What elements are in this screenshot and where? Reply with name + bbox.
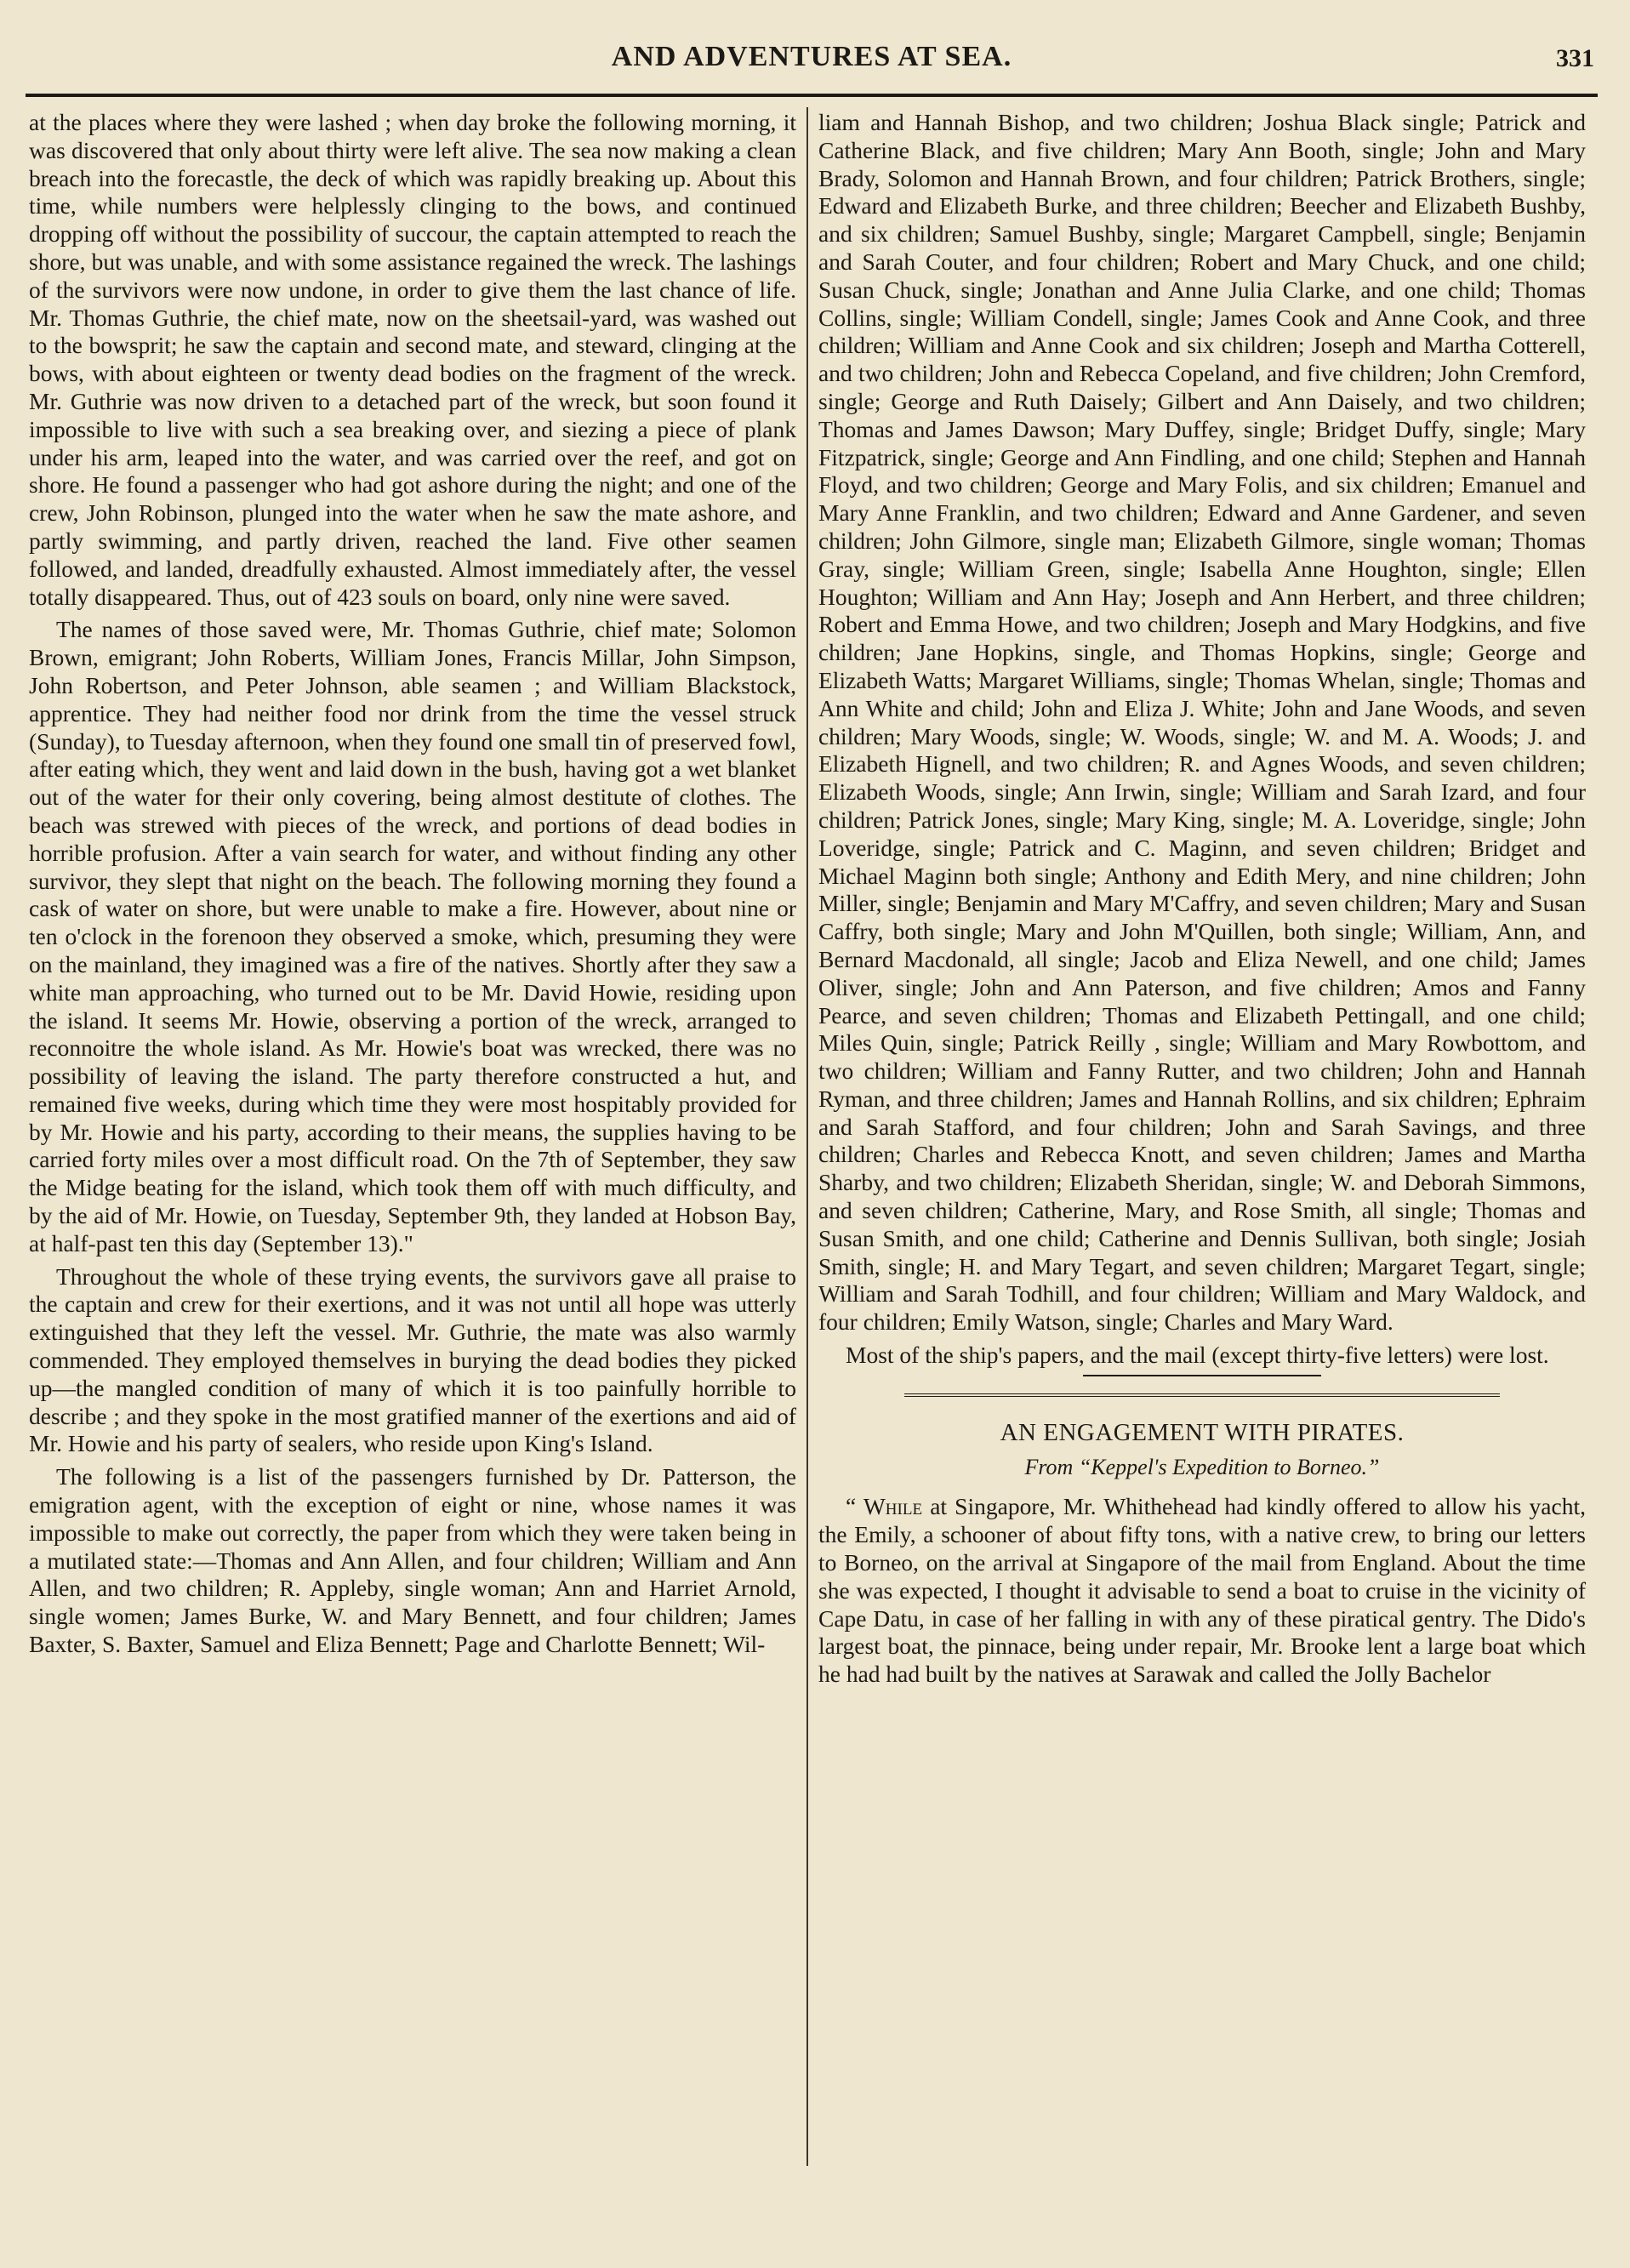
paragraph: Most of the ship's papers, and the mail (except thirty-five letters) were lost. xyxy=(846,1342,1549,1369)
section-title: AN ENGAGEMENT WITH PIRATES. xyxy=(1000,1418,1405,1446)
section-divider-short xyxy=(1083,1375,1321,1376)
running-title: AND ADVENTURES AT SEA. xyxy=(611,41,1012,72)
paragraph: liam and Hannah Bishop, and two children; Joshua Black single; Patrick and Catherine Black, and five children; Mary Ann Booth, single; John and Mary Brady, Solomon and Hannah Brown, and four children; Patrick Brothers, single; Edward and Elizabeth Burke, and three children; Beecher and Elizabeth Bushby, and six children; Samuel Bushby, single; Margaret Campbell, single; Benjamin and Sarah Couter, and four children; Robert and Mary Chuck, and one child; Susan Chuck, single; Jonathan and Anne Julia Clarke, and one child; Thomas Collins, single; William Condell, single; James Cook and Anne Cook, and three children; William and Anne Cook and six children; Joseph and Martha Cotterell, and two children; John and Rebecca Copeland, and five children; John Cremford, single; George and Ruth Daisely; Gilbert and Ann Daisely, and two children; Thomas and James Dawson; Mary Duffey, single; Bridget Duffy, single; Mary Fitzpatrick, single; George and Ann Findling, and one child; Stephen and Hannah Floyd, and two children; George and Mary Folis, and six children; Emanuel and Mary Anne Franklin, and two children; Edward and Anne Gardener, and seven children; John Gilmore, single man; Elizabeth Gilmore, single woman; Thomas Gray, single; William Green, single; Isabella Anne Houghton, single; Ellen Houghton; William and Ann Hay; Joseph and Ann Herbert, and three children; Robert and Emma Howe, and two children; Joseph and Mary Hodgkins, and five children; Jane Hopkins, single, and Thomas Hopkins, single; George and Elizabeth Watts; Margaret Williams, single; Thomas Whelan, single; Thomas and Ann White and child; John and Eliza J. White; John and Jane Woods, and seven children; Mary Woods, single; W. Woods, single; W. and M. A. Woods; J. and Elizabeth Hignell, and two children; R. and Agnes Woods, and seven children; Elizabeth Woods, single; Ann Irwin, single; William and Sarah Izard, and four children; Patrick Jones, single; Mary King, single; M. A. Loveridge, single; John Loveridge, single; Patrick and C. Maginn, and seven children; Bridget and Michael Maginn both single; Anthony and Edith Mery, and nine children; John Miller, single; Benjamin and Mary M'Caffry, and seven children; Mary and Susan Caffry, both single; Mary and John M'Quillen, both single; William, Ann, and Bernard Macdonald, all single; Jacob and Eliza Newell, and one child; James Oliver, single; John and Ann Paterson, and five children; Amos and Fanny Pearce, and seven children; Thomas and Elizabeth Pettingall, and one child; Miles Quin, single; Patrick Reilly , single; William and Mary Rowbottom, and two children; William and Fanny Rutter, and two children; John and Hannah Ryman, and three children; James and Hannah Rollins, and six children; Ephraim and Sarah Stafford, and four children; John and Sarah Savings, and three children; Charles and Rebecca Knott, and seven children; James and Martha Sharby, and two children; Elizabeth Sheridan, single; W. and Deborah Simmons, and seven children; Catherine, Mary, and Rose Smith, all single; Thomas and Susan Smith, and one child; Catherine and Dennis Sullivan, both single; Josiah Smith, single; H. and Mary Tegart, and seven children; Margaret Tegart, single; William and Sarah Todhill, and four children; William and Mary Waldock, and four children; Emily Watson, single; Charles and Mary Ward. xyxy=(818,109,1586,1336)
paragraph: at the places where they were lashed ; when day broke the following morning, it was discovered that only about thirty were left alive. The sea now making a clean breach into the forecastle, the deck of which was rapidly breaking up. About this time, while numbers were helplessly clinging to the bows, and continued dropping off without the possibility of succour, the captain attempted to reach the shore, but was unable, and with some assistance regained the wreck. The lashings of the survivors were now undone, in order to give them the last chance of life. Mr. Thomas Guthrie, the chief mate, now on the sheetsail-yard, was washed out to the bowsprit; he saw the captain and second mate, and steward, clinging at the bows, with about eighteen or twenty dead bodies on the fragment of the wreck. Mr. Guthrie was now driven to a detached part of the wreck, but soon found it impossible to live with such a sea breaking over, and siezing a piece of plank under his arm, leaped into the water, and was carried over the reef, and got on shore. He found a passenger who had got ashore during the night; and one of the crew, John Robinson, plunged into the water when he saw the mate ashore, and partly swimming, and partly driven, reached the land. Five other seamen followed, and landed, dreadfully exhausted. Almost immediately after, the vessel totally disappeared. Thus, out of 423 souls on board, only nine were saved. xyxy=(29,109,796,610)
left-column xyxy=(29,109,796,2168)
paragraph xyxy=(818,1493,1586,1689)
header-rule xyxy=(26,94,1598,97)
paragraph: The following is a list of the passengers furnished by Dr. Patterson, the emigration agent, with the exception of eight or nine, whose names it was impossible to make out correctly, the paper from which they were taken being in a mutilated state:—Thomas and Ann Allen, and four children; William and Ann Allen, and two children; R. Appleby, single woman; Ann and Harriet Arnold, single women; James Burke, W. and Mary Bennett, and four children; James Baxter, S. Baxter, Samuel and Eliza Bennett; Page and Charlotte Bennett; Wil- xyxy=(29,1463,796,1658)
drop-lead: “ While xyxy=(846,1493,923,1520)
column-divider xyxy=(806,107,808,2166)
paragraph: Throughout the whole of these trying events, the survivors gave all praise to the captain and crew for their exertions, and it was not until all hope was utterly extinguished that they left the vessel. Mr. Guthrie, the mate was also warmly commended. They employed themselves in burying the dead bodies they picked up—the mangled condition of many of which it is too painfully horrible to describe ; and they spoke in the most gratified manner of the exertions and aid of Mr. Howie and his party of sealers, who reside upon King's Island. xyxy=(29,1262,796,1457)
paragraph: The names of those saved were, Mr. Thomas Guthrie, chief mate; Solomon Brown, emigrant; John Roberts, William Jones, Francis Millar, John Simpson, John Robertson, and Peter Johnson, able seamen ; and William Blackstock, apprentice. They had neither food nor drink from the time the vessel struck (Sunday), to Tuesday afternoon, when they found one small tin of preserved fowl, after eating which, they went and laid down in the bush, having got a wet blanket out of the water for their only covering, being almost destitute of clothes. The beach was strewed with pieces of the wreck, and portions of dead bodies in horrible profusion. After a vain search for water, and without finding any other survivor, they slept that night on the beach. The following morning they found a cask of water on shore, but were unable to make a fire. However, about nine or ten o'clock in the forenoon they observed a smoke, which, presuming they were on the mainland, they imagined was a fire of the natives. Shortly after they saw a white man approaching, who turned out to be Mr. David Howie, residing upon the island. It seems Mr. Howie, observing a portion of the wreck, arranged to reconnoitre the whole island. As Mr. Howie's boat was wrecked, there was no possibility of leaving the island. The party therefore constructed a hut, and remained five weeks, during which time they were most hospitably provided for by Mr. Howie and his party, according to their means, the supplies having to be carried forty miles over a most difficult road. On the 7th of September, they saw the Midge beating for the island, which took them off with much difficulty, and by the aid of Mr. Howie, on Tuesday, September 9th, they landed at Hobson Bay, at half-past ten this day (September 13)." xyxy=(29,616,796,1257)
section-divider-double xyxy=(904,1393,1500,1397)
right-column xyxy=(818,109,1586,2168)
section-source: From “Keppel's Expedition to Borneo.” xyxy=(1024,1454,1380,1479)
page-number: 331 xyxy=(1556,44,1594,72)
running-head xyxy=(29,41,1594,78)
paragraph-body: at Singapore, Mr. Whithehead had kindly offered to allow his yacht, the Emily, a schooner of about fifty tons, with a native crew, to bring our letters to Borneo, on the arrival at Singapore of the mail from England. About the time she was expected, I thought it advisable to send a boat to cruise in the vicinity of Cape Datu, in case of her falling in with any of these piratical gentry. The Dido's largest boat, the pinnace, being under repair, Mr. Brooke lent a large boat which he had had built by the natives at Sarawak and called the Jolly Bachelor xyxy=(818,1493,1586,1688)
